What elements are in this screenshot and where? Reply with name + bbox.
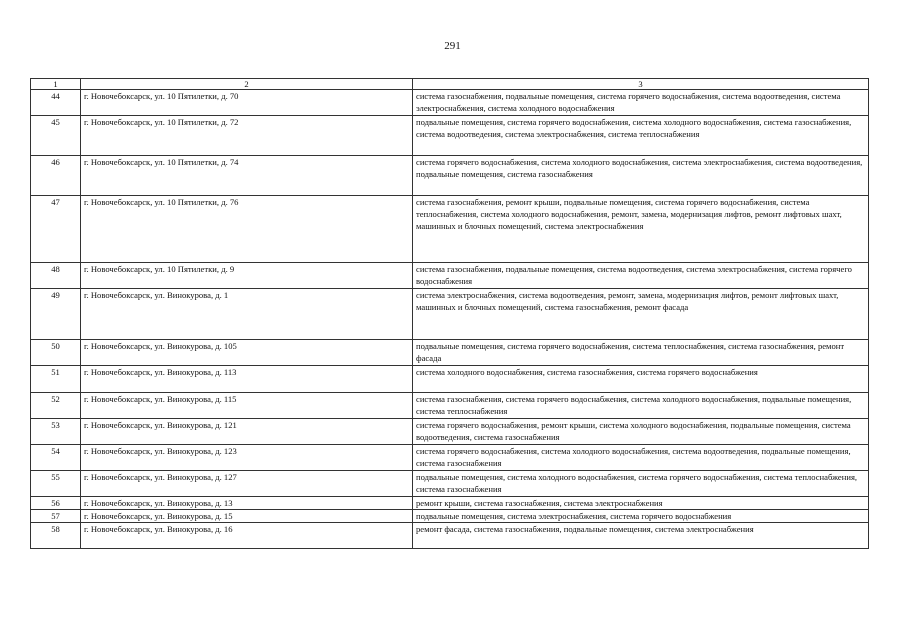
row-works: система газоснабжения, система горячего водоснабжения, система холодного водоснабжения, подвальные помещения, система теплоснабжения bbox=[413, 393, 869, 419]
row-address: г. Новочебоксарск, ул. Винокурова, д. 121 bbox=[81, 419, 413, 445]
table-row bbox=[31, 445, 869, 471]
column-header-address: 2 bbox=[81, 79, 413, 90]
row-number: 58 bbox=[31, 523, 81, 549]
row-works: система газоснабжения, подвальные помещения, система горячего водоснабжения, система водоотведения, система электроснабжения, система холодного водоснабжения bbox=[413, 90, 869, 116]
row-works: система газоснабжения, подвальные помещения, система водоотведения, система электроснабжения, система горячего водоснабжения bbox=[413, 263, 869, 289]
row-number: 45 bbox=[31, 116, 81, 156]
row-address: г. Новочебоксарск, ул. 10 Пятилетки, д. 70 bbox=[81, 90, 413, 116]
row-works: система холодного водоснабжения, система газоснабжения, система горячего водоснабжения bbox=[413, 366, 869, 393]
row-address: г. Новочебоксарск, ул. Винокурова, д. 1 bbox=[81, 289, 413, 340]
table-row bbox=[31, 156, 869, 196]
row-number: 57 bbox=[31, 510, 81, 523]
row-address: г. Новочебоксарск, ул. Винокурова, д. 113 bbox=[81, 366, 413, 393]
row-works: ремонт крыши, система газоснабжения, система электроснабжения bbox=[413, 497, 869, 510]
row-number: 44 bbox=[31, 90, 81, 116]
row-number: 48 bbox=[31, 263, 81, 289]
table-row bbox=[31, 510, 869, 523]
row-number: 51 bbox=[31, 366, 81, 393]
table-row bbox=[31, 471, 869, 497]
row-number: 52 bbox=[31, 393, 81, 419]
table-row bbox=[31, 263, 869, 289]
row-works: подвальные помещения, система горячего водоснабжения, система холодного водоснабжения, система газоснабжения, система водоотведения, система электроснабжения, система теплоснабжения bbox=[413, 116, 869, 156]
row-number: 46 bbox=[31, 156, 81, 196]
row-address: г. Новочебоксарск, ул. Винокурова, д. 16 bbox=[81, 523, 413, 549]
table-row bbox=[31, 90, 869, 116]
column-header-number: 1 bbox=[31, 79, 81, 90]
table-row bbox=[31, 497, 869, 510]
row-number: 56 bbox=[31, 497, 81, 510]
table-row bbox=[31, 393, 869, 419]
row-works: система электроснабжения, система водоотведения, ремонт, замена, модернизация лифтов, ремонт лифтовых шахт, машинных и блочных помещений, система газоснабжения, ремонт фасада bbox=[413, 289, 869, 340]
row-number: 47 bbox=[31, 196, 81, 263]
row-address: г. Новочебоксарск, ул. Винокурова, д. 123 bbox=[81, 445, 413, 471]
row-works: система газоснабжения, ремонт крыши, подвальные помещения, система горячего водоснабжения, система теплоснабжения, система холодного водоснабжения, ремонт, замена, модернизация лифтов, ремонт лифтовых шахт, машинных и блочных помещений, система электроснабжения bbox=[413, 196, 869, 263]
row-works: ремонт фасада, система газоснабжения, подвальные помещения, система электроснабжения bbox=[413, 523, 869, 549]
table-row bbox=[31, 289, 869, 340]
row-works: подвальные помещения, система холодного водоснабжения, система горячего водоснабжения, система теплоснабжения, система газоснабжения bbox=[413, 471, 869, 497]
column-header-works: 3 bbox=[413, 79, 869, 90]
row-number: 54 bbox=[31, 445, 81, 471]
row-address: г. Новочебоксарск, ул. Винокурова, д. 15 bbox=[81, 510, 413, 523]
table-row bbox=[31, 116, 869, 156]
table-row bbox=[31, 419, 869, 445]
row-address: г. Новочебоксарск, ул. Винокурова, д. 105 bbox=[81, 340, 413, 366]
row-address: г. Новочебоксарск, ул. Винокурова, д. 115 bbox=[81, 393, 413, 419]
row-address: г. Новочебоксарск, ул. Винокурова, д. 127 bbox=[81, 471, 413, 497]
table-row bbox=[31, 523, 869, 549]
row-number: 49 bbox=[31, 289, 81, 340]
registry-table bbox=[30, 78, 869, 549]
row-address: г. Новочебоксарск, ул. Винокурова, д. 13 bbox=[81, 497, 413, 510]
row-works: подвальные помещения, система электроснабжения, система горячего водоснабжения bbox=[413, 510, 869, 523]
row-number: 50 bbox=[31, 340, 81, 366]
row-works: система горячего водоснабжения, система холодного водоснабжения, система электроснабжения, система водоотведения, подвальные помещения, система газоснабжения bbox=[413, 156, 869, 196]
row-number: 55 bbox=[31, 471, 81, 497]
table-row bbox=[31, 340, 869, 366]
row-works: система горячего водоснабжения, ремонт крыши, система холодного водоснабжения, подвальные помещения, система водоотведения, система газоснабжения bbox=[413, 419, 869, 445]
row-address: г. Новочебоксарск, ул. 10 Пятилетки, д. 74 bbox=[81, 156, 413, 196]
table-row bbox=[31, 366, 869, 393]
row-address: г. Новочебоксарск, ул. 10 Пятилетки, д. 72 bbox=[81, 116, 413, 156]
row-number: 53 bbox=[31, 419, 81, 445]
row-works: система горячего водоснабжения, система холодного водоснабжения, система водоотведения, подвальные помещения, система газоснабжения bbox=[413, 445, 869, 471]
row-address: г. Новочебоксарск, ул. 10 Пятилетки, д. 76 bbox=[81, 196, 413, 263]
row-address: г. Новочебоксарск, ул. 10 Пятилетки, д. 9 bbox=[81, 263, 413, 289]
table-header-row bbox=[31, 79, 869, 90]
row-works: подвальные помещения, система горячего водоснабжения, система теплоснабжения, система газоснабжения, ремонт фасада bbox=[413, 340, 869, 366]
page-number: 291 bbox=[444, 40, 461, 52]
table-row bbox=[31, 196, 869, 263]
